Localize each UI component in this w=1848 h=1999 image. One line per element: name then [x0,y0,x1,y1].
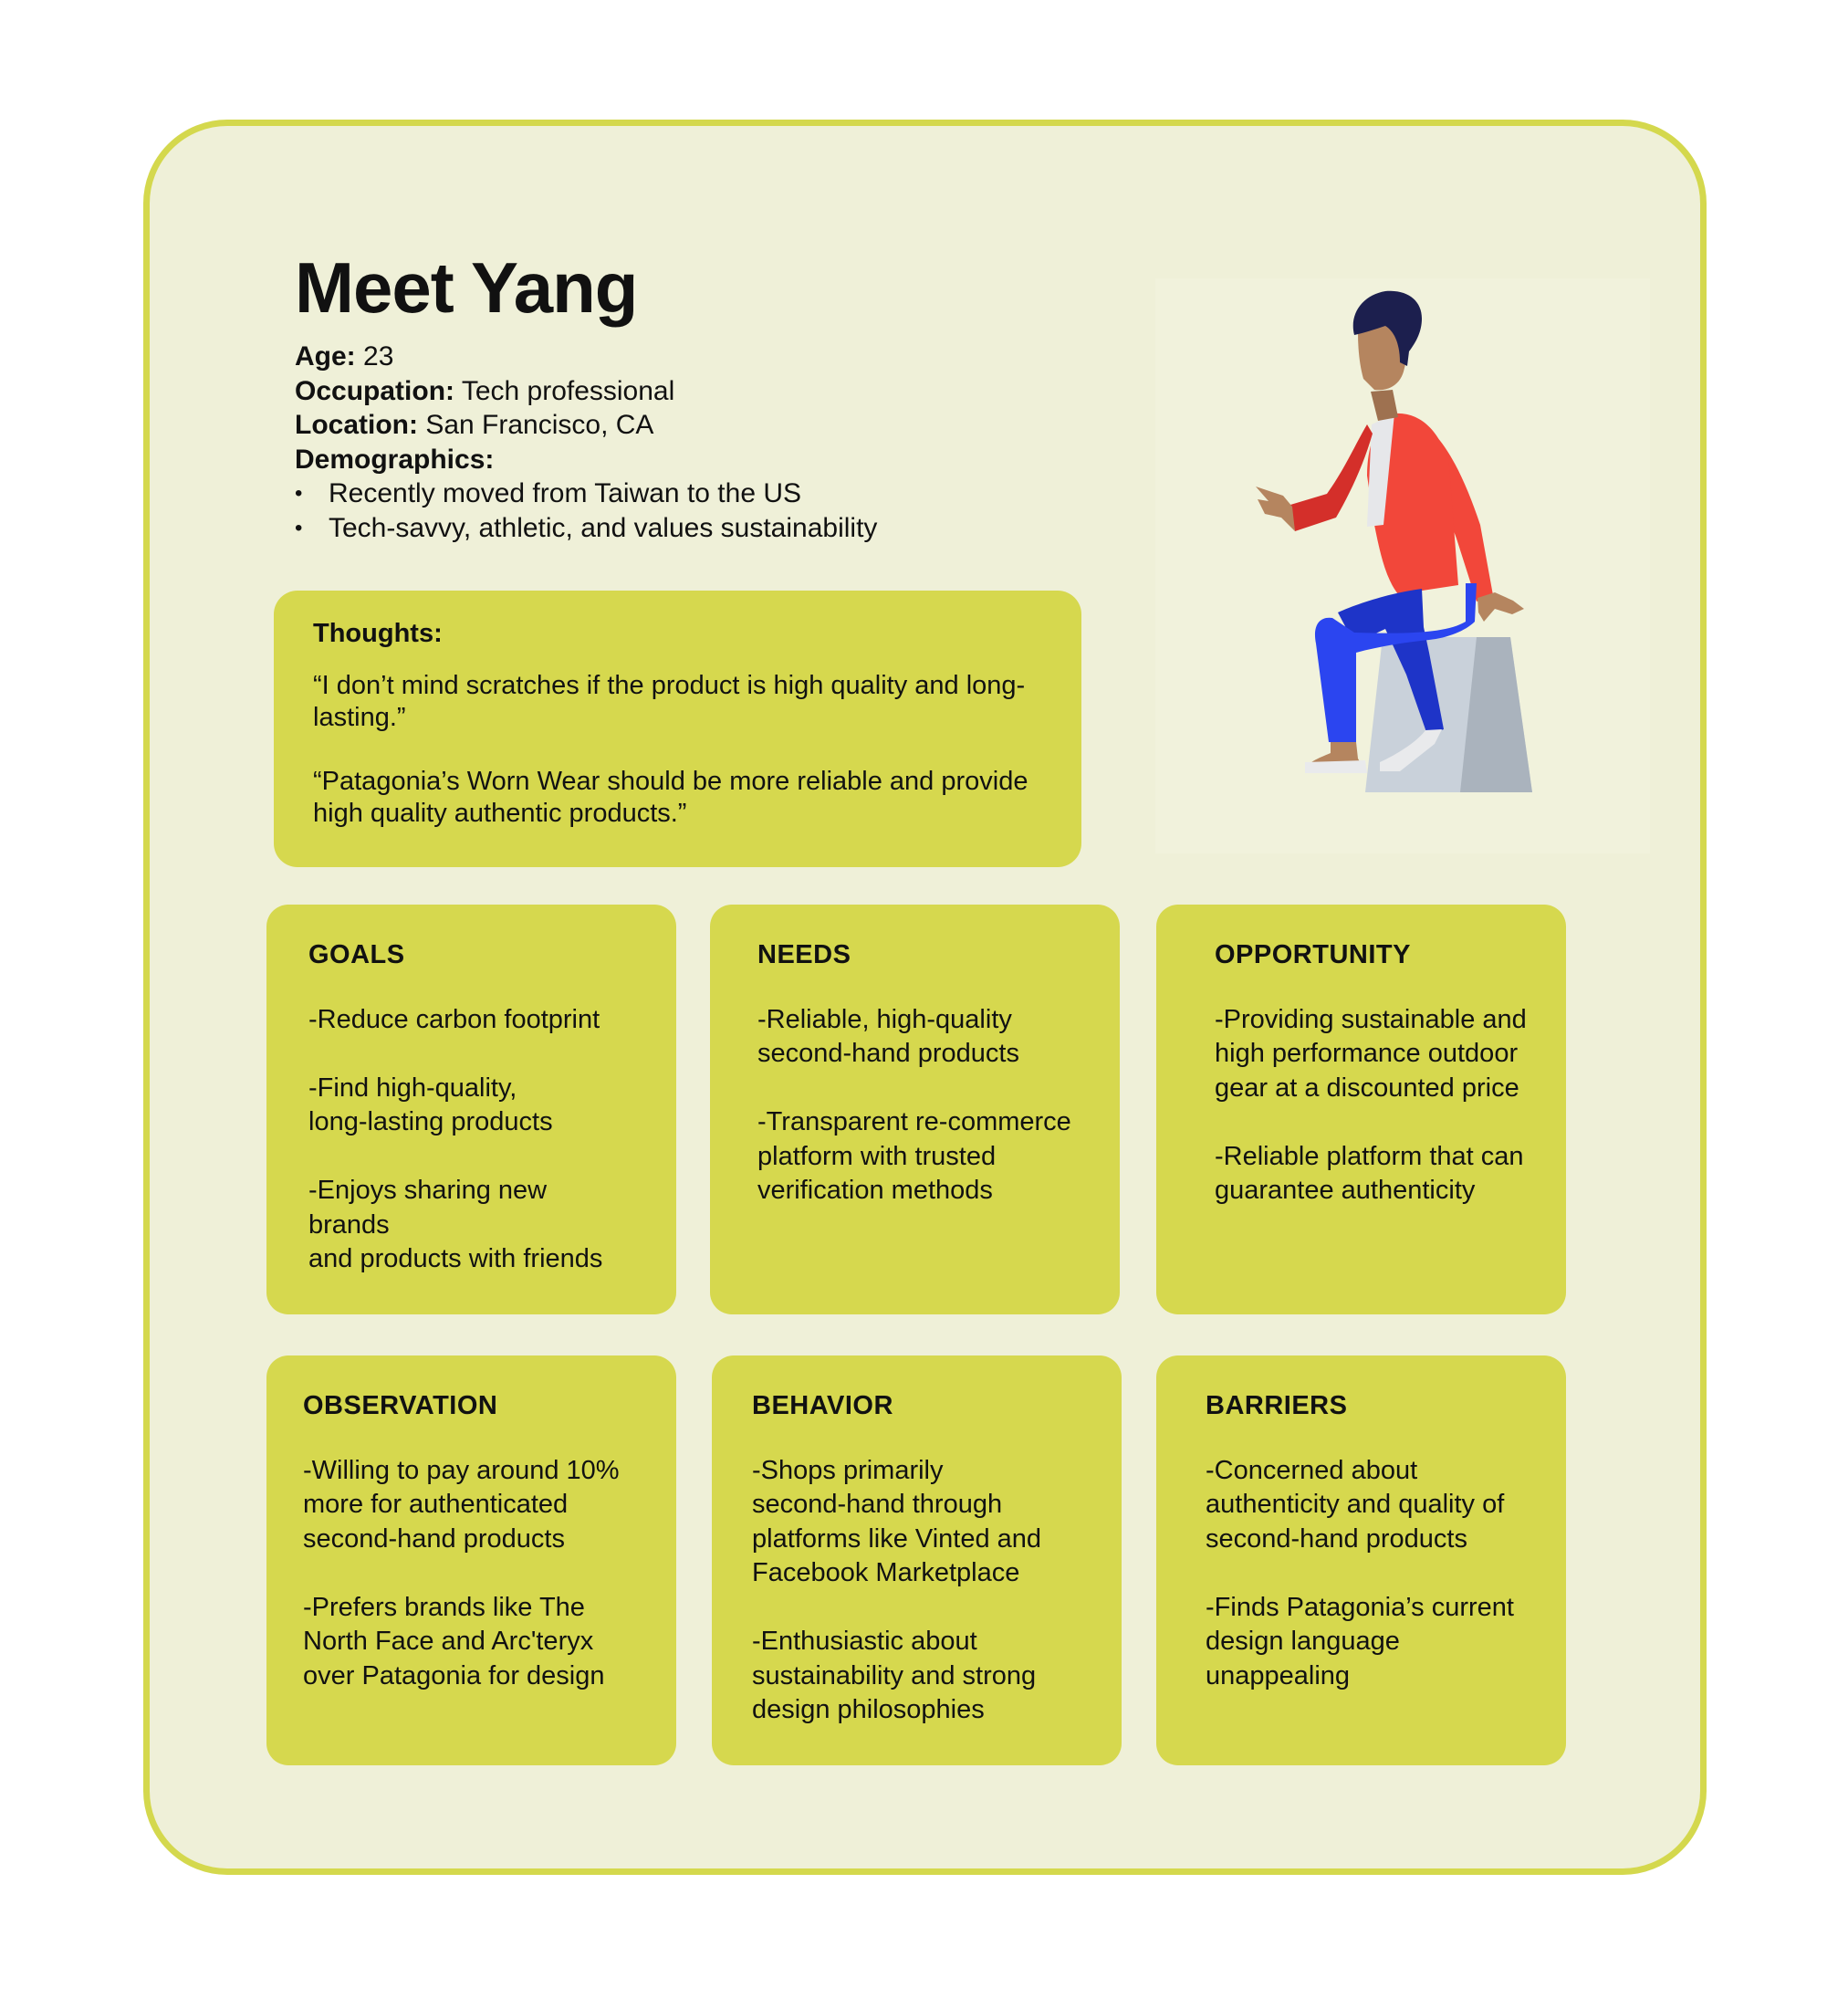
thoughts-heading: Thoughts: [313,619,443,648]
opportunity-card [1156,905,1566,1314]
occupation-value: Tech professional [461,375,675,406]
profile-details [295,340,1025,545]
list-item: • Recently moved from Taiwan to the US [295,476,1025,511]
location-label: Location: [295,410,418,440]
list-item: -Reliable, high-quality second-hand products [757,1004,1019,1068]
list-item: -Enjoys sharing new brands and products with friends [308,1176,603,1273]
location-value: San Francisco, CA [425,410,654,440]
list-item: -Find high-quality, long-lasting products [308,1073,553,1136]
list-item: -Finds Patagonia’s current design language unappealing [1206,1592,1514,1690]
age-row [295,340,1025,374]
observation-card [266,1355,676,1765]
list-item: • Tech-savvy, athletic, and values sustainability [295,511,1025,546]
list-item: -Shops primarily second-hand through platforms like Vinted and Facebook Marketplace [752,1455,1042,1587]
location-row [295,408,1025,443]
thoughts-panel [274,591,1081,867]
behavior-card [712,1355,1122,1765]
front-shoe [1305,760,1367,773]
quote: “I don’t mind scratches if the product is high quality and long-lasting.” [313,671,1026,732]
barriers-card [1156,1355,1566,1765]
occupation-row [295,374,1025,409]
opportunity-heading: OPPORTUNITY [1215,940,1411,969]
demographics-list [295,476,1025,545]
person-sitting-icon [1155,278,1650,853]
neck [1371,390,1398,421]
demographics-label: Demographics: [295,444,495,475]
list-item: -Willing to pay around 10% more for authenticated second-hand products [303,1455,620,1554]
list-item: -Concerned about authenticity and quality of second-hand products [1206,1455,1505,1554]
list-item: -Providing sustainable and high performance outdoor gear at a discounted price [1215,1004,1527,1103]
list-item: -Transparent re-commerce platform with trusted verification methods [757,1107,1071,1205]
list-item: -Enthusiastic about sustainability and strong design philosophies [752,1627,1037,1724]
age-value: 23 [363,341,394,372]
goals-card [266,905,676,1314]
list-item: -Prefers brands like The North Face and Arc'teryx over Patagonia for design [303,1592,605,1690]
age-label: Age: [295,341,356,372]
behavior-heading: BEHAVIOR [752,1391,893,1420]
front-arm [1290,424,1373,531]
needs-card [710,905,1120,1314]
page-title: Meet Yang [295,247,638,328]
quote: “Patagonia’s Worn Wear should be more reliable and provide high quality authentic products.” [313,767,1028,828]
observation-heading: OBSERVATION [303,1391,498,1420]
list-item: -Reliable platform that can guarantee authenticity [1215,1141,1524,1205]
barriers-heading: BARRIERS [1206,1391,1348,1420]
needs-heading: NEEDS [757,940,851,969]
back-hand [1477,592,1524,622]
front-hand [1256,487,1295,531]
demographics-row [295,443,1025,477]
goals-heading: GOALS [308,940,405,969]
occupation-label: Occupation: [295,375,455,406]
list-item: -Reduce carbon footprint [308,1004,600,1034]
